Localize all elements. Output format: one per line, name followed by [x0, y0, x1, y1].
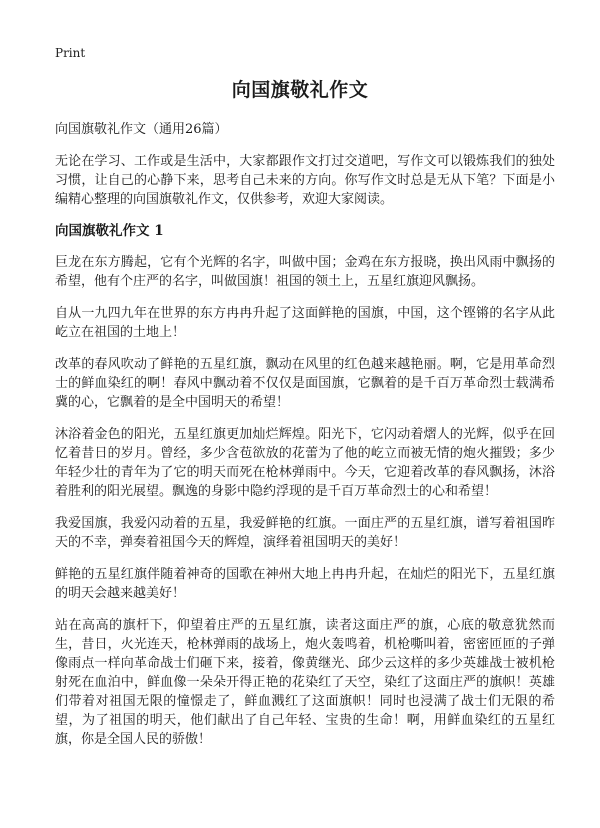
paragraph: 鲜艳的五星红旗伴随着神奇的国歌在神州大地上冉冉升起，在灿烂的阳光下，五星红旗的明天会越来越美好！ — [55, 567, 555, 601]
article-body — [55, 120, 555, 762]
paragraph: 沐浴着金色的阳光，五星红旗更加灿烂辉煌。阳光下，它闪动着熠人的光辉，似乎在回忆着昔日的岁月。曾经，多少含苞欲放的花蕾为了他的屹立而被无情的炮火摧毁；多少年轻少壮的青年为了它的明天而死在枪林弹雨中。今天，它迎着改革的春风飘扬，沐浴着胜利的阳光展望。飘逸的身影中隐约浮现的是千百万革命烈士的心和希望！ — [55, 427, 555, 499]
paragraph: 我爱国旗，我爱闪动着的五星，我爱鲜艳的红旗。一面庄严的五星红旗，谱写着祖国昨天的不幸，弹奏着祖国今天的辉煌，演绎着祖国明天的美好！ — [55, 516, 555, 550]
paragraph: 改革的春风吹动了鲜艳的五星红旗，飘动在风里的红色越来越艳丽。啊，它是用革命烈士的鲜血染红的啊！春风中飘动着不仅仅是面国旗，它飘着的是千百万革命烈士载满希冀的心，它飘着的是全中国明天的希望！ — [55, 357, 555, 410]
article-subtitle: 向国旗敬礼作文（通用26篇） — [55, 122, 228, 137]
print-link[interactable]: Print — [55, 46, 86, 60]
paragraph: 站在高高的旗杆下，仰望着庄严的五星红旗，读者这面庄严的旗，心底的敬意犹然而生，昔日，火光连天，枪林弹雨的战场上，炮火轰鸣着，机枪嘶叫着，密密匝匝的子弹像雨点一样向革命战士们砸下来，接着，像黄继光、邱少云这样的多少英雄战士被机枪射死在血泊中，鲜血像一朵朵开得正艳的花染红了天空，染红了这面庄严的旗帜！英雄们带着对祖国无限的憧憬走了，鲜血溅红了这面旗帜！同时也浸满了战士们无限的希望，为了祖国的明天，他们献出了自己年轻、宝贵的生命！啊，用鲜血染红的五星红旗，你是全国人民的骄傲！ — [55, 618, 555, 747]
section-heading: 向国旗敬礼作文 1 — [55, 223, 164, 239]
paragraph: 巨龙在东方腾起，它有个光辉的名字，叫做中国；金鸡在东方报晓，换出风雨中飘扬的希望，他有个庄严的名字，叫做国旗！祖国的领土上，五星红旗迎风飘扬。 — [55, 255, 555, 289]
paragraph: 自从一九四九年在世界的东方冉冉升起了这面鲜艳的国旗，中国，这个铿锵的名字从此屹立在祖国的土地上！ — [55, 306, 555, 340]
page-title: 向国旗敬礼作文 — [231, 79, 369, 101]
intro-paragraph: 无论在学习、工作或是生活中，大家都跟作文打过交道吧，写作文可以锻炼我们的独处习惯，让自己的心静下来，思考自己未来的方向。你写作文时总是无从下笔？下面是小编精心整理的向国旗敬礼作文，仅供参考，欢迎大家阅读。 — [55, 154, 555, 207]
